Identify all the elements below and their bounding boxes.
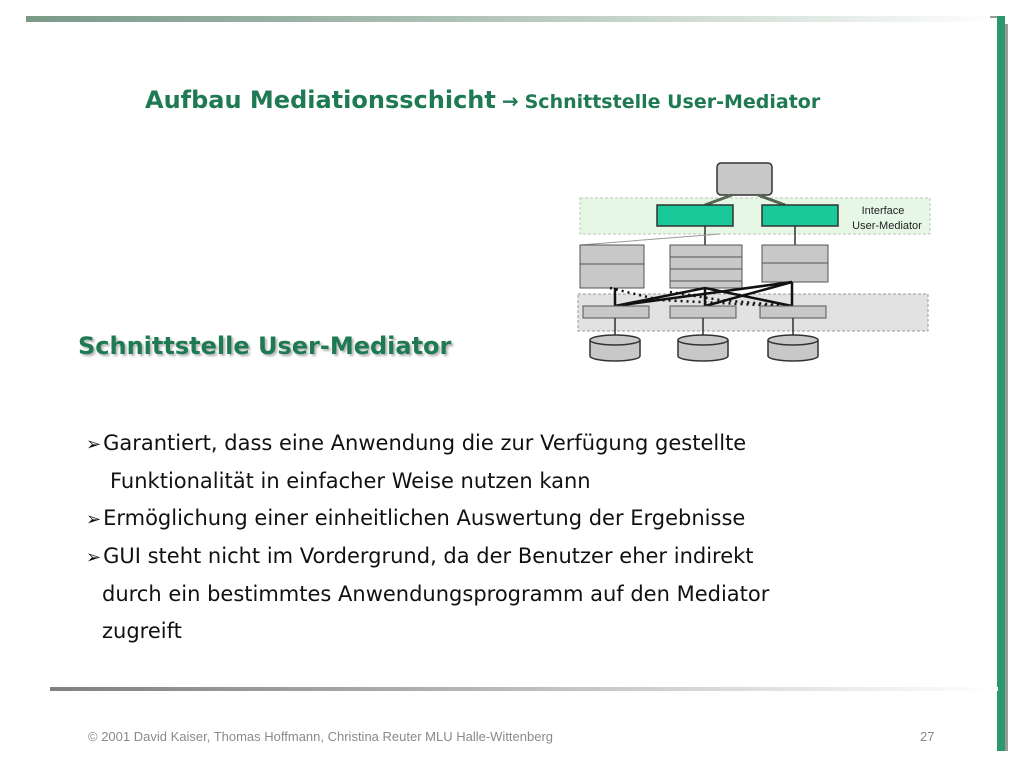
bullet-text-continued: zugreift — [102, 619, 182, 643]
mediator-stack-left — [580, 245, 644, 288]
database-icon — [768, 335, 818, 361]
arrow-bullet-icon: ➢ — [86, 547, 102, 568]
section-heading: Schnittstelle User-Mediator — [78, 332, 452, 360]
list-item — [86, 425, 769, 500]
application-box — [717, 163, 772, 195]
right-frame-bar — [997, 16, 1005, 751]
bottom-rule — [50, 687, 998, 691]
wrapper-bar-right — [760, 306, 826, 318]
bullet-text: GUI steht nicht im Vordergrund, da der Benutzer eher indirekt — [103, 544, 754, 568]
page-number: 27 — [920, 729, 935, 744]
architecture-diagram — [570, 160, 932, 365]
database-icon — [590, 335, 640, 361]
bullet-text-continued: durch ein bestimmtes Anwendungsprogramm auf den Mediator — [102, 582, 770, 606]
interface-box-right — [762, 205, 838, 226]
footer-copyright: © 2001 David Kaiser, Thomas Hoffmann, Christina Reuter MLU Halle-Wittenberg — [88, 729, 554, 744]
wrapper-bar-middle — [670, 306, 736, 318]
title-main: Aufbau Mediationsschicht — [145, 86, 496, 114]
interface-label: Interface — [861, 205, 905, 217]
interface-label-2: User-Mediator — [852, 220, 922, 232]
title-arrow-icon: → — [501, 89, 519, 113]
bullet-list — [86, 425, 769, 650]
list-item — [86, 538, 769, 650]
wrapper-bar-left — [583, 306, 649, 318]
right-frame-shadow — [1005, 24, 1008, 751]
arrow-bullet-icon: ➢ — [86, 509, 102, 530]
arrow-bullet-icon: ➢ — [86, 434, 102, 455]
slide-title — [145, 86, 820, 114]
bullet-text: Ermöglichung einer einheitlichen Auswertung der Ergebnisse — [103, 506, 746, 530]
mediator-stack-middle — [670, 245, 742, 288]
title-sub: Schnittstelle User-Mediator — [524, 91, 821, 113]
interface-box-left — [657, 205, 733, 226]
bullet-text-continued: Funktionalität in einfacher Weise nutzen kann — [110, 469, 591, 493]
connector-line — [580, 234, 720, 245]
top-rule — [26, 16, 998, 22]
bullet-text: Garantiert, dass eine Anwendung die zur Verfügung gestellte — [103, 431, 747, 455]
mediator-stack-right — [762, 245, 828, 282]
database-icon — [678, 335, 728, 361]
list-item — [86, 500, 769, 538]
